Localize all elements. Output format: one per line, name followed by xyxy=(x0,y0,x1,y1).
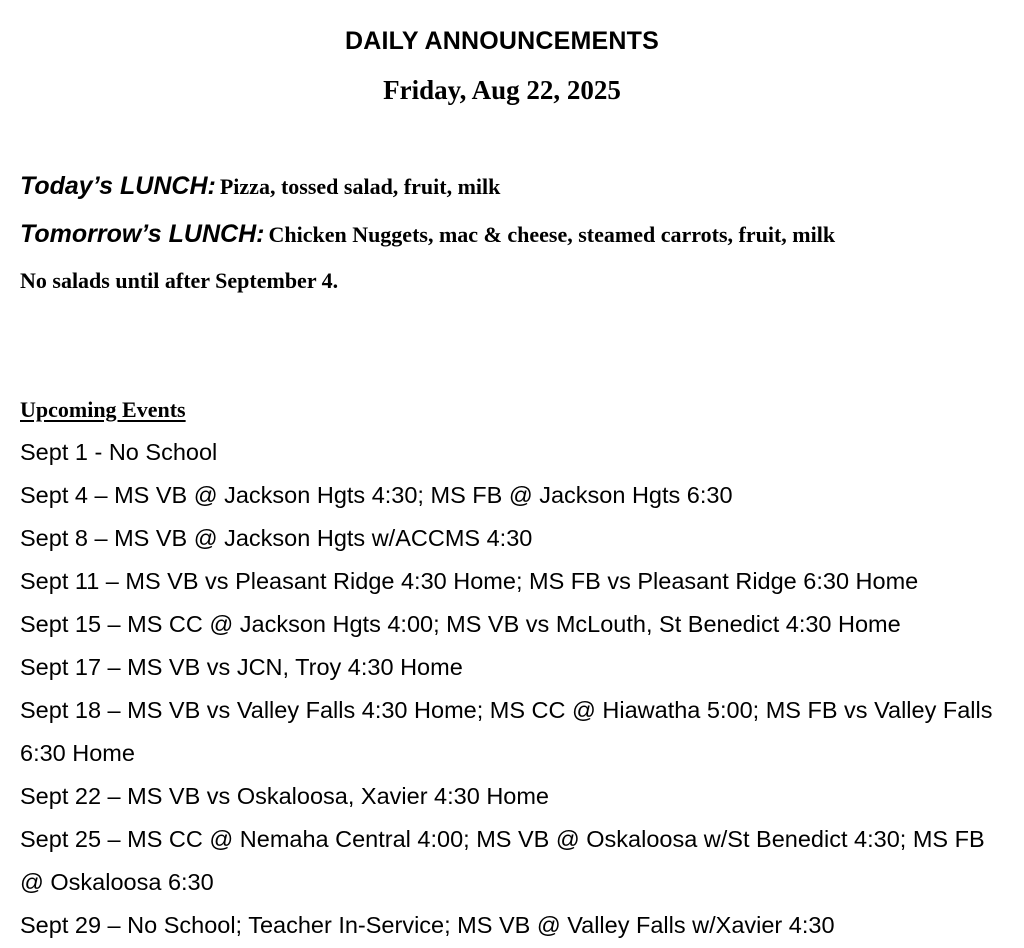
event-item: Sept 15 – MS CC @ Jackson Hgts 4:00; MS VB vs McLouth, St Benedict 4:30 Home xyxy=(20,611,901,637)
events-heading: Upcoming Events xyxy=(20,397,186,422)
event-item: Sept 22 – MS VB vs Oskaloosa, Xavier 4:30 Home xyxy=(20,783,550,809)
event-item: Sept 11 – MS VB vs Pleasant Ridge 4:30 Home; MS FB vs Pleasant Ridge 6:30 Home xyxy=(20,568,919,594)
event-item: Sept 4 – MS VB @ Jackson Hgts 4:30; MS FB @ Jackson Hgts 6:30 xyxy=(20,482,733,508)
today-lunch-label: Today’s LUNCH: xyxy=(20,172,216,200)
events-list xyxy=(20,431,1005,947)
event-item: Sept 18 – MS VB vs Valley Falls 4:30 Home; MS CC @ Hiawatha 5:00; MS FB vs Valley Falls 6:30 Home xyxy=(20,697,993,766)
salad-note: No salads until after September 4. xyxy=(20,268,339,293)
tomorrow-lunch-label: Tomorrow’s LUNCH: xyxy=(20,220,265,248)
event-item: Sept 29 – No School; Teacher In-Service; MS VB @ Valley Falls w/Xavier 4:30 xyxy=(20,912,835,938)
today-lunch xyxy=(20,170,500,206)
event-item: Sept 1 - No School xyxy=(20,439,218,465)
page-date: Friday, Aug 22, 2025 xyxy=(383,75,621,105)
event-item: Sept 17 – MS VB vs JCN, Troy 4:30 Home xyxy=(20,654,463,680)
tomorrow-lunch xyxy=(20,218,835,254)
today-lunch-menu: Pizza, tossed salad, fruit, milk xyxy=(219,174,501,199)
event-item: Sept 25 – MS CC @ Nemaha Central 4:00; MS VB @ Oskaloosa w/St Benedict 4:30; MS FB @ Oskaloosa 6:30 xyxy=(20,826,985,895)
event-item: Sept 8 – MS VB @ Jackson Hgts w/ACCMS 4:30 xyxy=(20,525,533,551)
page-title: DAILY ANNOUNCEMENTS xyxy=(344,27,660,55)
tomorrow-lunch-menu: Chicken Nuggets, mac & cheese, steamed carrots, fruit, milk xyxy=(268,222,836,247)
